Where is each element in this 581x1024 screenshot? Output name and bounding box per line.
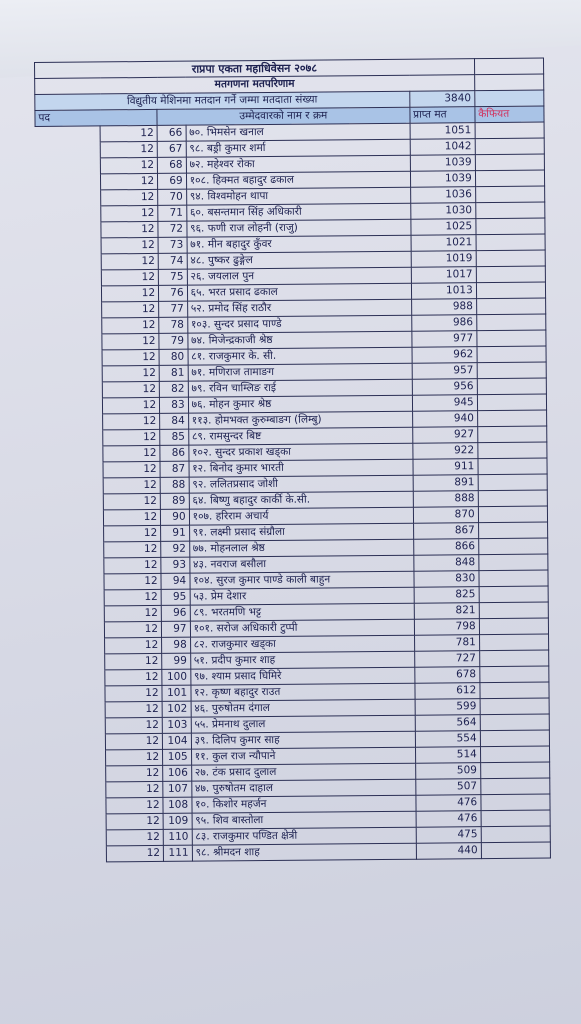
row-candidate-name: ४८. पुष्कर ढुङ्गेल	[187, 251, 411, 269]
row-remarks	[481, 826, 550, 843]
row-rank: 76	[159, 285, 188, 301]
row-rank: 66	[157, 125, 186, 141]
row-votes: 507	[415, 779, 480, 796]
row-rank: 85	[160, 429, 189, 445]
row-remarks	[476, 218, 545, 235]
row-rank: 69	[158, 173, 187, 189]
row-votes: 554	[415, 731, 480, 748]
row-remarks	[476, 282, 545, 299]
row-candidate-name: ११. कुल राज न्यौपाने	[191, 747, 415, 765]
row-code: 12	[105, 621, 162, 637]
row-votes: 866	[413, 539, 478, 556]
row-remarks	[480, 698, 549, 715]
row-votes: 1039	[410, 171, 475, 188]
row-code: 12	[106, 765, 163, 781]
row-candidate-name: ९८. बड्री कुमार शर्मा	[186, 139, 410, 157]
row-candidate-name: ९७. श्याम प्रसाद घिमिरे	[190, 667, 414, 685]
row-code: 12	[104, 589, 161, 605]
row-blank-left	[39, 542, 104, 559]
row-blank-left	[38, 510, 103, 527]
row-rank: 101	[162, 685, 191, 701]
total-voters-blank	[475, 90, 544, 107]
row-votes: 1019	[411, 251, 476, 268]
row-remarks	[477, 330, 546, 347]
row-rank: 91	[161, 525, 190, 541]
row-remarks	[479, 602, 548, 619]
row-votes: 986	[411, 315, 476, 332]
row-code: 12	[106, 829, 163, 845]
row-code: 12	[105, 717, 162, 733]
row-code: 12	[106, 733, 163, 749]
row-votes: 514	[415, 747, 480, 764]
row-blank-left	[40, 670, 105, 687]
row-code: 12	[104, 541, 161, 557]
row-rank: 102	[162, 701, 191, 717]
row-votes: 957	[412, 363, 477, 380]
total-voters-value: 3840	[409, 91, 474, 108]
row-votes: 727	[414, 651, 479, 668]
row-candidate-name: ९१. लक्ष्मी प्रसाद संग्रौला	[189, 523, 413, 541]
row-remarks	[479, 570, 548, 587]
row-blank-left	[38, 414, 103, 431]
row-remarks	[481, 794, 550, 811]
row-blank-left	[40, 734, 105, 751]
row-candidate-name: ४७. पुरुषोतम दाहाल	[191, 779, 415, 797]
row-code: 12	[104, 557, 161, 573]
row-votes: 509	[415, 763, 480, 780]
row-rank: 98	[162, 637, 191, 653]
row-code: 12	[103, 477, 160, 493]
row-blank-left	[36, 286, 101, 303]
row-rank: 105	[163, 749, 192, 765]
row-rank: 111	[163, 845, 192, 861]
row-candidate-name: १०. किशोर महर्जन	[192, 795, 416, 813]
row-code: 12	[105, 669, 162, 685]
row-remarks	[475, 186, 544, 203]
row-rank: 108	[163, 797, 192, 813]
row-votes: 476	[416, 795, 481, 812]
row-blank-left	[38, 430, 103, 447]
row-code: 12	[104, 605, 161, 621]
row-votes: 927	[412, 427, 477, 444]
row-rank: 82	[159, 381, 188, 397]
row-candidate-name: ७१. मणिराज तामाङग	[188, 363, 412, 381]
row-votes: 599	[415, 699, 480, 716]
row-candidate-name: ६४. बिष्णु बहादुर कार्की के.सी.	[189, 491, 413, 509]
header-remarks: कैफियत	[475, 106, 544, 123]
row-code: 12	[102, 285, 159, 301]
row-candidate-name: ७२. महेश्वर रोका	[186, 155, 410, 173]
row-candidate-name: १०८. हिक्मत बहादुर ढकाल	[186, 171, 410, 189]
row-votes: 945	[412, 395, 477, 412]
total-voters-label: विद्युतीय मेशिनमा मतदान गर्ने जम्मा मतदाता संख्या	[35, 91, 410, 110]
row-blank-left	[37, 382, 102, 399]
row-blank-left	[40, 702, 105, 719]
row-code: 12	[103, 445, 160, 461]
row-remarks	[477, 346, 546, 363]
row-votes: 781	[414, 635, 479, 652]
row-remarks	[480, 714, 549, 731]
row-blank-left	[41, 814, 106, 831]
row-blank-left	[36, 222, 101, 239]
row-blank-left	[37, 334, 102, 351]
row-candidate-name: ९८. श्रीमदन शाह	[192, 843, 416, 861]
row-blank-left	[35, 158, 100, 175]
row-rank: 93	[161, 557, 190, 573]
row-remarks	[477, 362, 546, 379]
row-blank-left	[39, 574, 104, 591]
row-candidate-name: १०४. सुरज कुमार पाण्डे काली बाहुन	[190, 571, 414, 589]
row-remarks	[481, 778, 550, 795]
row-blank-left	[41, 766, 106, 783]
row-blank-left	[39, 590, 104, 607]
row-code: 12	[106, 749, 163, 765]
header-candidate: उम्मेदवारको नाम र क्रम	[157, 107, 410, 125]
row-code: 12	[104, 573, 161, 589]
row-code: 12	[100, 141, 157, 157]
row-blank-left	[37, 302, 102, 319]
row-code: 12	[106, 797, 163, 813]
row-code: 12	[101, 173, 158, 189]
row-votes: 962	[412, 347, 477, 364]
row-remarks	[478, 474, 547, 491]
row-code: 12	[101, 237, 158, 253]
row-remarks	[475, 154, 544, 171]
row-candidate-name: ९४. विश्वमोहन थापा	[186, 187, 410, 205]
row-candidate-name: ८२. राजकुमार खड्का	[190, 635, 414, 653]
row-votes: 440	[416, 843, 481, 860]
row-remarks	[477, 426, 546, 443]
row-rank: 67	[157, 141, 186, 157]
row-candidate-name: ८३. राजकुमार पण्डित क्षेत्री	[192, 827, 416, 845]
row-blank-left	[41, 750, 106, 767]
subtitle-blank	[474, 74, 543, 91]
row-remarks	[475, 138, 544, 155]
row-rank: 109	[163, 813, 192, 829]
row-remarks	[475, 202, 544, 219]
row-candidate-name: १२. कृष्ण बहादुर राउत	[191, 683, 415, 701]
row-votes: 1013	[411, 283, 476, 300]
row-candidate-name: ३९. दिलिप कुमार साह	[191, 731, 415, 749]
row-candidate-name: ५५. प्रेमनाथ दुलाल	[191, 715, 415, 733]
row-candidate-name: ७६. मोहन कुमार श्रेष्ठ	[188, 395, 412, 413]
row-code: 12	[101, 269, 158, 285]
header-post: पद	[35, 109, 157, 126]
row-rank: 75	[158, 269, 187, 285]
row-candidate-name: ११३. होमभक्त कुरुम्बाङग (लिम्बु)	[188, 411, 412, 429]
row-code: 12	[101, 253, 158, 269]
row-remarks	[478, 522, 547, 539]
row-remarks	[478, 458, 547, 475]
row-code: 12	[105, 685, 162, 701]
row-code: 12	[106, 781, 163, 797]
row-votes: 825	[414, 587, 479, 604]
row-rank: 89	[160, 493, 189, 509]
row-blank-left	[39, 558, 104, 575]
row-code: 12	[103, 429, 160, 445]
row-rank: 86	[160, 445, 189, 461]
row-candidate-name: १२. बिनोद कुमार भारती	[189, 459, 413, 477]
row-votes: 911	[413, 459, 478, 476]
row-votes: 867	[413, 523, 478, 540]
row-rank: 99	[162, 653, 191, 669]
row-rank: 103	[162, 717, 191, 733]
row-blank-left	[39, 606, 104, 623]
row-blank-left	[37, 366, 102, 383]
row-votes: 564	[415, 715, 480, 732]
row-blank-left	[37, 350, 102, 367]
row-votes: 956	[412, 379, 477, 396]
row-remarks	[476, 266, 545, 283]
row-rank: 110	[163, 829, 192, 845]
row-blank-left	[38, 446, 103, 463]
row-votes: 922	[412, 443, 477, 460]
row-votes: 891	[413, 475, 478, 492]
row-rank: 96	[161, 605, 190, 621]
row-rank: 88	[160, 477, 189, 493]
row-candidate-name: ९६. फणी राज लोहनी (राजु)	[187, 219, 411, 237]
row-code: 12	[102, 317, 159, 333]
row-candidate-name: ४६. पुरुषोतम दंगाल	[191, 699, 415, 717]
row-remarks	[480, 746, 549, 763]
row-rank: 97	[162, 621, 191, 637]
row-code: 12	[104, 525, 161, 541]
row-blank-left	[37, 398, 102, 415]
row-rank: 94	[161, 573, 190, 589]
row-remarks	[476, 298, 545, 315]
row-votes: 977	[411, 331, 476, 348]
row-votes: 1025	[410, 219, 475, 236]
row-votes: 1036	[410, 187, 475, 204]
document-title: राप्रपा एकता महाधिवेसन २०७८	[35, 59, 475, 79]
row-blank-left	[41, 798, 106, 815]
row-rank: 107	[163, 781, 192, 797]
row-blank-left	[41, 830, 106, 847]
row-blank-left	[40, 718, 105, 735]
row-candidate-name: ७७. मोहनलाल श्रेष्ठ	[189, 539, 413, 557]
row-votes: 830	[414, 571, 479, 588]
row-candidate-name: ७४. मिजेन्द्रकाजी श्रेष्ठ	[188, 331, 412, 349]
results-sheet	[34, 58, 551, 863]
row-candidate-name: ५२. प्रमोद सिंह राठौर	[187, 299, 411, 317]
row-code: 12	[101, 189, 158, 205]
row-blank-left	[38, 494, 103, 511]
row-candidate-name: १०७. हरिराम अचार्य	[189, 507, 413, 525]
row-votes: 1030	[410, 203, 475, 220]
row-votes: 476	[416, 811, 481, 828]
row-votes: 988	[411, 299, 476, 316]
row-code: 12	[103, 493, 160, 509]
row-remarks	[481, 842, 550, 859]
row-rank: 74	[158, 253, 187, 269]
title-blank	[474, 58, 543, 75]
row-blank-left	[35, 174, 100, 191]
row-rank: 106	[163, 765, 192, 781]
row-candidate-name: ७०. भिमसेन खनाल	[186, 123, 410, 141]
row-blank-left	[35, 126, 100, 143]
row-rank: 78	[159, 317, 188, 333]
row-rank: 100	[162, 669, 191, 685]
row-blank-left	[39, 526, 104, 543]
row-votes: 888	[413, 491, 478, 508]
row-votes: 678	[414, 667, 479, 684]
row-remarks	[480, 730, 549, 747]
row-blank-left	[39, 622, 104, 639]
row-blank-left	[38, 478, 103, 495]
row-candidate-name: ६५. भरत प्रसाद ढकाल	[187, 283, 411, 301]
row-blank-left	[35, 142, 100, 159]
row-remarks	[478, 442, 547, 459]
row-votes: 612	[415, 683, 480, 700]
row-code: 12	[101, 205, 158, 221]
row-votes: 848	[413, 555, 478, 572]
row-remarks	[477, 410, 546, 427]
row-votes: 1051	[410, 123, 475, 140]
row-code: 12	[102, 365, 159, 381]
row-candidate-name: २७. टंक प्रसाद दुलाल	[191, 763, 415, 781]
results-table	[34, 58, 551, 863]
row-candidate-name: ८९. रामसुन्दर बिष्ट	[188, 427, 412, 445]
row-code: 12	[106, 813, 163, 829]
row-rank: 92	[161, 541, 190, 557]
row-rank: 79	[159, 333, 188, 349]
row-votes: 798	[414, 619, 479, 636]
row-code: 12	[102, 301, 159, 317]
row-rank: 87	[160, 461, 189, 477]
row-rank: 83	[160, 397, 189, 413]
row-rank: 71	[158, 205, 187, 221]
row-remarks	[480, 666, 549, 683]
row-remarks	[477, 378, 546, 395]
row-blank-left	[36, 206, 101, 223]
row-blank-left	[37, 318, 102, 335]
row-votes: 821	[414, 603, 479, 620]
row-code: 12	[101, 221, 158, 237]
row-remarks	[480, 762, 549, 779]
row-votes: 1017	[411, 267, 476, 284]
row-remarks	[476, 250, 545, 267]
row-remarks	[478, 506, 547, 523]
row-rank: 81	[159, 365, 188, 381]
row-candidate-name: १०१. सरोज अधिकारी टुप्पी	[190, 619, 414, 637]
row-blank-left	[40, 638, 105, 655]
row-rank: 90	[161, 509, 190, 525]
row-remarks	[480, 682, 549, 699]
row-remarks	[476, 234, 545, 251]
row-rank: 72	[158, 221, 187, 237]
row-blank-left	[40, 654, 105, 671]
row-candidate-name: ६०. बसन्तमान सिंह अधिकारी	[186, 203, 410, 221]
row-code: 12	[103, 461, 160, 477]
row-code: 12	[100, 125, 157, 141]
row-code: 12	[103, 413, 160, 429]
row-candidate-name: ७१. मीन बहादुर कुँवर	[187, 235, 411, 253]
row-candidate-name: ९२. ललितप्रसाद जोशी	[189, 475, 413, 493]
header-votes: प्राप्त मत	[410, 107, 475, 124]
row-remarks	[479, 634, 548, 651]
row-remarks	[479, 586, 548, 603]
row-votes: 870	[413, 507, 478, 524]
row-rank: 68	[157, 157, 186, 173]
row-code: 12	[102, 333, 159, 349]
row-blank-left	[41, 782, 106, 799]
row-candidate-name: १०२. सुन्दर प्रकाश खड्का	[188, 443, 412, 461]
row-remarks	[481, 810, 550, 827]
row-remarks	[479, 650, 548, 667]
row-remarks	[479, 554, 548, 571]
row-votes: 475	[416, 827, 481, 844]
row-candidate-name: ४३. नवराज बसौला	[189, 555, 413, 573]
row-candidate-name: १०३. सुन्दर प्रसाद पाण्डे	[187, 315, 411, 333]
row-candidate-name: ५३. प्रेम देशार	[190, 587, 414, 605]
row-code: 12	[105, 701, 162, 717]
row-blank-left	[38, 462, 103, 479]
row-rank: 73	[158, 237, 187, 253]
row-blank-left	[41, 846, 106, 863]
row-votes: 1021	[411, 235, 476, 252]
row-code: 12	[100, 157, 157, 173]
row-blank-left	[36, 254, 101, 271]
row-rank: 77	[159, 301, 188, 317]
row-code: 12	[105, 653, 162, 669]
row-remarks	[475, 122, 544, 139]
row-code: 12	[104, 509, 161, 525]
row-rank: 70	[158, 189, 187, 205]
row-remarks	[477, 394, 546, 411]
row-remarks	[478, 490, 547, 507]
document-subtitle: मतगणना मतपरिणाम	[35, 75, 475, 95]
row-rank: 80	[159, 349, 188, 365]
row-code: 12	[102, 381, 159, 397]
row-blank-left	[40, 686, 105, 703]
row-remarks	[476, 314, 545, 331]
row-code: 12	[106, 845, 163, 861]
row-remarks	[478, 538, 547, 555]
row-blank-left	[36, 238, 101, 255]
row-code: 12	[102, 349, 159, 365]
row-blank-left	[36, 190, 101, 207]
row-rank: 95	[161, 589, 190, 605]
row-votes: 1039	[410, 155, 475, 172]
row-candidate-name: ५१. प्रदीप कुमार शाह	[190, 651, 414, 669]
row-code: 12	[103, 397, 160, 413]
row-candidate-name: ९५. शिव बास्तोला	[192, 811, 416, 829]
row-remarks	[475, 170, 544, 187]
row-blank-left	[36, 270, 101, 287]
row-rank: 104	[163, 733, 192, 749]
row-code: 12	[105, 637, 162, 653]
row-votes: 940	[412, 411, 477, 428]
row-candidate-name: ७९. रविन चाम्लिङ राई	[188, 379, 412, 397]
row-remarks	[479, 618, 548, 635]
row-candidate-name: ८९. भरतमणि भट्ट	[190, 603, 414, 621]
row-candidate-name: २६. जयलाल पुन	[187, 267, 411, 285]
row-votes: 1042	[410, 139, 475, 156]
row-rank: 84	[160, 413, 189, 429]
row-candidate-name: ८१. राजकुमार के. सी.	[188, 347, 412, 365]
